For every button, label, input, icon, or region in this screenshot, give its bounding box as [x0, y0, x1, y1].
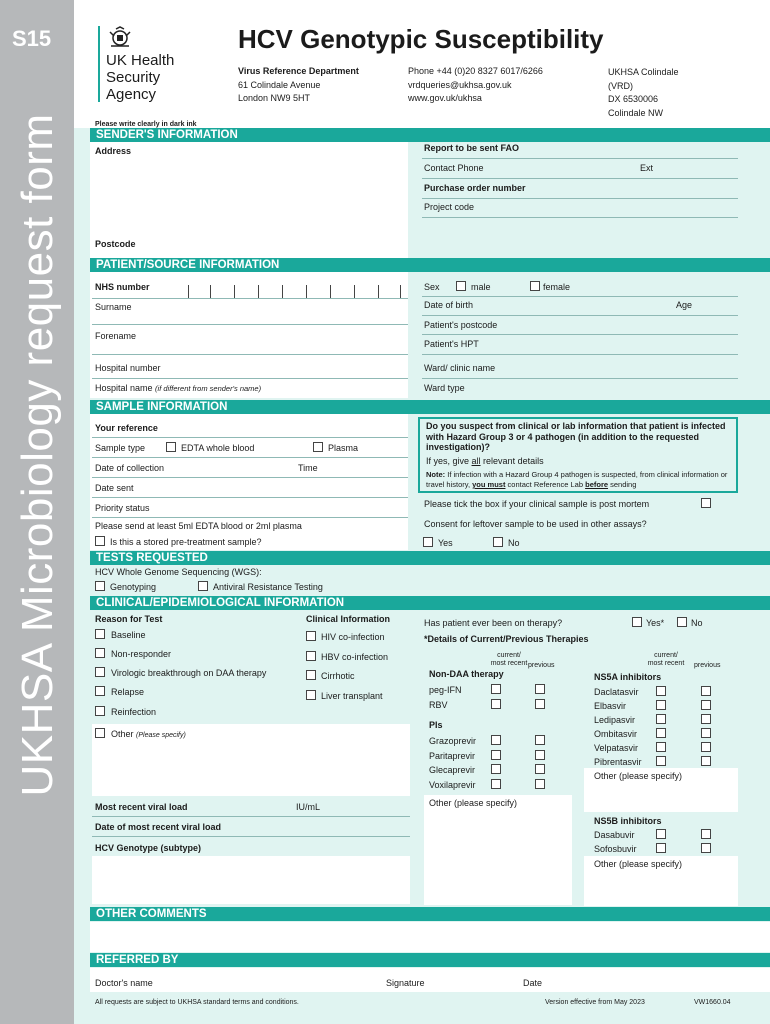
fao-label: Report to be sent FAO [424, 143, 520, 153]
divider [92, 836, 410, 837]
other-pi-area[interactable] [424, 795, 572, 905]
hazard-note [426, 470, 736, 490]
nhs-digit-box [330, 285, 331, 298]
age-label: Age [676, 300, 693, 310]
version-footer: Version effective from May 2023 [545, 999, 645, 1006]
pi-current-checkbox[interactable] [491, 735, 501, 745]
consent-no-label: No [508, 538, 520, 548]
relapse-label: Relapse [111, 687, 145, 697]
ns5a-item: Daclatasvir [594, 687, 639, 697]
relapse-checkbox[interactable] [95, 686, 105, 696]
colindale-block [608, 66, 679, 120]
previous-header-right: previous [694, 662, 721, 669]
contact-phone: Phone +44 (0)20 8327 6017/6266 [408, 66, 543, 76]
hospital-name-note: (if different from sender's name) [155, 384, 262, 393]
section-clinical: CLINICAL/EPIDEMIOLOGICAL INFORMATION [90, 596, 770, 610]
nonresponder-label: Non-responder [111, 649, 172, 659]
other-reason-label [111, 729, 186, 741]
consent-yes-label: Yes [438, 538, 453, 548]
colindale-l1: UKHSA Colindale [608, 67, 679, 77]
previous-header-left: previous [528, 662, 555, 669]
divider [92, 378, 408, 379]
ns5a-item: Elbasvir [594, 701, 627, 711]
ns5a-previous-checkbox[interactable] [701, 714, 711, 724]
rbv-previous-checkbox[interactable] [535, 699, 545, 709]
reinfection-label: Reinfection [111, 707, 157, 717]
reference-label: Your reference [95, 423, 158, 433]
nhs-digit-box [400, 285, 401, 298]
page-title: HCV Genotypic Susceptibility [238, 24, 604, 54]
divider [422, 354, 738, 355]
current-b2: most recent [647, 660, 685, 667]
dept-addr1: 61 Colindale Avenue [238, 79, 321, 90]
plasma-label: Plasma [328, 443, 359, 453]
ns5a-previous-checkbox[interactable] [701, 742, 711, 752]
signature-label: Signature [386, 978, 425, 988]
if-yes-label [426, 456, 544, 467]
note-label: Note: [426, 470, 446, 479]
ns5b-item: Sofosbuvir [594, 844, 637, 854]
divider [422, 217, 738, 218]
hpt-label: Patient's HPT [424, 339, 479, 349]
pis-label: PIs [429, 720, 443, 730]
hbv-checkbox[interactable] [306, 651, 316, 661]
colindale-l3: DX 6530006 [608, 94, 659, 104]
org-line1: UK Health [106, 52, 175, 69]
date-label: Date [523, 978, 543, 988]
divider [92, 457, 408, 458]
ward-type-label: Ward type [424, 383, 465, 393]
section-patient: PATIENT/SOURCE INFORMATION [90, 258, 770, 272]
divider [422, 296, 738, 297]
rbv-label: RBV [429, 700, 448, 710]
reason-label: Reason for Test [95, 614, 163, 624]
ward-label: Ward/ clinic name [424, 363, 496, 373]
form-code: S15 [12, 26, 52, 51]
colindale-l4: Colindale NW [608, 107, 664, 118]
date-sent-label: Date sent [95, 483, 134, 493]
dept-addr2: London NW9 5HT [238, 93, 311, 103]
ns5a-current-checkbox[interactable] [656, 700, 666, 710]
ns5a-current-checkbox[interactable] [656, 686, 666, 696]
other-reason-checkbox[interactable] [95, 728, 105, 738]
other-pi-label: Other (please specify) [429, 798, 518, 808]
priority-label: Priority status [95, 503, 150, 513]
clin-info-label: Clinical Information [306, 614, 391, 624]
breakthrough-label: Virologic breakthrough on DAA therapy [111, 668, 267, 678]
contact-email: vrdqueries@ukhsa.gov.uk [408, 79, 512, 90]
ns5b-previous-checkbox[interactable] [701, 843, 711, 853]
nonresponder-checkbox[interactable] [95, 648, 105, 658]
ns5b-current-checkbox[interactable] [656, 843, 666, 853]
edta-checkbox[interactable] [166, 442, 176, 452]
therapy-no-label: No [691, 618, 703, 628]
liver-label: Liver transplant [321, 691, 383, 701]
vertical-title-text: UKHSA Microbiology request form [13, 113, 62, 797]
divider [92, 324, 408, 325]
therapy-question: Has patient ever been on therapy? [424, 618, 563, 628]
baseline-checkbox[interactable] [95, 629, 105, 639]
send-note: Please send at least 5ml EDTA blood or 2ml plasma [95, 521, 302, 531]
cirrhotic-label: Cirrhotic [321, 671, 355, 681]
stored-sample-label: Is this a stored pre-treatment sample? [110, 537, 262, 547]
divider [422, 378, 738, 379]
peg-current-checkbox[interactable] [491, 684, 501, 694]
dept-name: Virus Reference Department [238, 66, 359, 76]
liver-checkbox[interactable] [306, 690, 316, 700]
nhs-digit-box [378, 285, 379, 298]
ns5a-item: Velpatasvir [594, 743, 639, 753]
nhs-digit-box [258, 285, 259, 298]
hbv-label: HBV co-infection [321, 652, 389, 662]
code-footer: VW1660.04 [694, 999, 731, 1006]
ns5a-previous-checkbox[interactable] [701, 686, 711, 696]
if-yes-b: relevant details [480, 456, 544, 466]
section-sample: SAMPLE INFORMATION [90, 400, 770, 414]
section-tests: TESTS REQUESTED [90, 551, 770, 565]
female-checkbox[interactable] [530, 281, 540, 291]
pi-previous-checkbox[interactable] [535, 735, 545, 745]
pi-item: Voxilaprevir [429, 780, 476, 790]
male-label: male [471, 282, 491, 292]
sex-label: Sex [424, 282, 440, 292]
other-note: (Please specify) [136, 732, 186, 739]
vertical-title [0, 0, 74, 1024]
genotyping-checkbox[interactable] [95, 581, 105, 591]
section-sender: SENDER'S INFORMATION [90, 128, 770, 142]
contact-phone-label: Contact Phone [424, 163, 484, 173]
stored-sample-checkbox[interactable] [95, 536, 105, 546]
nhs-digit-box [306, 285, 307, 298]
other-ns5b-label: Other (please specify) [594, 859, 683, 869]
rbv-current-checkbox[interactable] [491, 699, 501, 709]
current-a2: current/ [654, 652, 678, 659]
forename-label: Forename [95, 331, 137, 341]
section-comments: OTHER COMMENTS [90, 907, 770, 921]
pi-item: Glecaprevir [429, 765, 476, 775]
divider [92, 354, 408, 355]
divider [422, 158, 738, 159]
note-must: you must [472, 480, 506, 489]
note-b: contact Reference Lab [505, 480, 586, 489]
art-label: Antiviral Resistance Testing [213, 582, 323, 592]
consent-label: Consent for leftover sample to be used in other assays? [424, 519, 647, 529]
peg-label: peg-IFN [429, 685, 462, 695]
nhs-digit-box [354, 285, 355, 298]
consent-no-checkbox[interactable] [493, 537, 503, 547]
postcode-label: Postcode [95, 239, 136, 249]
referred-area [90, 968, 770, 992]
pi-current-checkbox[interactable] [491, 764, 501, 774]
nhs-digit-box [210, 285, 211, 298]
divider [92, 816, 410, 817]
note-before: before [585, 480, 609, 489]
divider [92, 477, 408, 478]
dob-label: Date of birth [424, 300, 474, 310]
male-checkbox[interactable] [456, 281, 466, 291]
org-line2: Security [106, 69, 161, 86]
time-label: Time [298, 463, 318, 473]
hiv-label: HIV co-infection [321, 632, 385, 642]
nhs-digit-box [188, 285, 189, 298]
female-label: female [543, 282, 571, 292]
edta-label: EDTA whole blood [181, 443, 255, 453]
pi-current-checkbox[interactable] [491, 750, 501, 760]
iu-label: IU/mL [296, 802, 321, 812]
nhs-digit-box [282, 285, 283, 298]
therapy-no-checkbox[interactable] [677, 617, 687, 627]
pi-current-checkbox[interactable] [491, 779, 501, 789]
other-ns5a-label: Other (please specify) [594, 771, 683, 781]
vl-date-label: Date of most recent viral load [95, 822, 222, 832]
ns5b-previous-checkbox[interactable] [701, 829, 711, 839]
contact-block [408, 65, 543, 106]
non-daa-label: Non-DAA therapy [429, 669, 504, 679]
ns5a-previous-checkbox[interactable] [701, 756, 711, 766]
breakthrough-checkbox[interactable] [95, 667, 105, 677]
note-a: If infection with a Hazard Group 4 pathogen is suspected, from clinical information or travel history, [426, 470, 728, 489]
sample-type-label: Sample type [95, 443, 146, 453]
divider [92, 517, 408, 518]
genotype-label: HCV Genotype (subtype) [95, 843, 202, 853]
consent-yes-checkbox[interactable] [423, 537, 433, 547]
details-label: *Details of Current/Previous Therapies [424, 634, 589, 644]
nhs-label: NHS number [95, 282, 150, 292]
collection-label: Date of collection [95, 463, 165, 473]
divider [92, 298, 408, 299]
wgs-label: HCV Whole Genome Sequencing (WGS): [95, 567, 262, 577]
po-label: Purchase order number [424, 183, 526, 193]
contact-web: www.gov.uk/ukhsa [408, 93, 482, 103]
surname-label: Surname [95, 302, 132, 312]
art-checkbox[interactable] [198, 581, 208, 591]
org-name [106, 52, 174, 103]
plasma-checkbox[interactable] [313, 442, 323, 452]
doctor-label: Doctor's name [95, 978, 153, 988]
ns5a-current-checkbox[interactable] [656, 728, 666, 738]
ns5a-item: Ombitasvir [594, 729, 638, 739]
patient-postcode-label: Patient's postcode [424, 320, 498, 330]
genotyping-label: Genotyping [110, 582, 157, 592]
hospital-number-label: Hospital number [95, 363, 161, 373]
hazard-question: Do you suspect from clinical or lab information that patient is infected with Hazard Group 3 or 4 pathogen (in addition to the requested investigation)? [426, 421, 726, 452]
divider [92, 437, 408, 438]
nhs-digit-box [234, 285, 235, 298]
divider [92, 497, 408, 498]
terms-footer: All requests are subject to UKHSA standard terms and conditions. [95, 999, 299, 1006]
post-mortem-label: Please tick the box if your clinical sample is post mortem [424, 499, 650, 509]
ns5b-label: NS5B inhibitors [594, 816, 662, 826]
dept-block [238, 65, 359, 106]
divider [422, 198, 738, 199]
post-mortem-checkbox[interactable] [701, 498, 711, 508]
current-a: current/ [497, 652, 521, 659]
cirrhotic-checkbox[interactable] [306, 670, 316, 680]
ns5a-previous-checkbox[interactable] [701, 728, 711, 738]
reinfection-checkbox[interactable] [95, 706, 105, 716]
therapy-yes-label: Yes* [646, 618, 665, 628]
pi-item: Grazoprevir [429, 736, 477, 746]
divider [422, 315, 738, 316]
ns5a-item: Ledipasvir [594, 715, 636, 725]
note-c: sending [608, 480, 637, 489]
divider [422, 178, 738, 179]
current-header-left [485, 652, 533, 668]
viral-load-label: Most recent viral load [95, 802, 188, 812]
pi-previous-checkbox[interactable] [535, 750, 545, 760]
divider [422, 334, 738, 335]
if-yes-a: If yes, give [426, 456, 472, 466]
current-b: most recent [490, 660, 528, 667]
comments-area[interactable] [90, 922, 770, 952]
ns5a-item: Pibrentasvir [594, 757, 642, 767]
org-line3: Agency [106, 86, 157, 103]
ns5a-label: NS5A inhibitors [594, 672, 662, 682]
colindale-l2: (VRD) [608, 80, 633, 91]
write-note: Please write clearly in dark ink [95, 121, 197, 128]
project-label: Project code [424, 202, 475, 212]
address-label: Address [95, 146, 132, 156]
royal-crest-icon [106, 26, 134, 50]
hospital-name-text: Hospital name [95, 383, 153, 393]
ns5b-current-checkbox[interactable] [656, 829, 666, 839]
current-header-right [642, 652, 690, 668]
section-referred: REFERRED BY [90, 953, 770, 967]
ns5a-current-checkbox[interactable] [656, 714, 666, 724]
ns5b-item: Dasabuvir [594, 830, 635, 840]
therapy-yes-checkbox[interactable] [632, 617, 642, 627]
pi-previous-checkbox[interactable] [535, 764, 545, 774]
ext-label: Ext [640, 163, 654, 173]
address-area[interactable] [90, 142, 408, 258]
baseline-label: Baseline [111, 630, 146, 640]
logo-divider [98, 26, 100, 102]
pi-item: Paritaprevir [429, 751, 476, 761]
hospital-name-label [95, 383, 261, 394]
ns5a-previous-checkbox[interactable] [701, 700, 711, 710]
ns5a-current-checkbox[interactable] [656, 742, 666, 752]
other-text: Other [111, 729, 134, 739]
genotype-area[interactable] [92, 856, 410, 904]
hiv-checkbox[interactable] [306, 631, 316, 641]
pi-previous-checkbox[interactable] [535, 779, 545, 789]
ns5a-current-checkbox[interactable] [656, 756, 666, 766]
if-yes-all: all [471, 456, 481, 466]
peg-previous-checkbox[interactable] [535, 684, 545, 694]
